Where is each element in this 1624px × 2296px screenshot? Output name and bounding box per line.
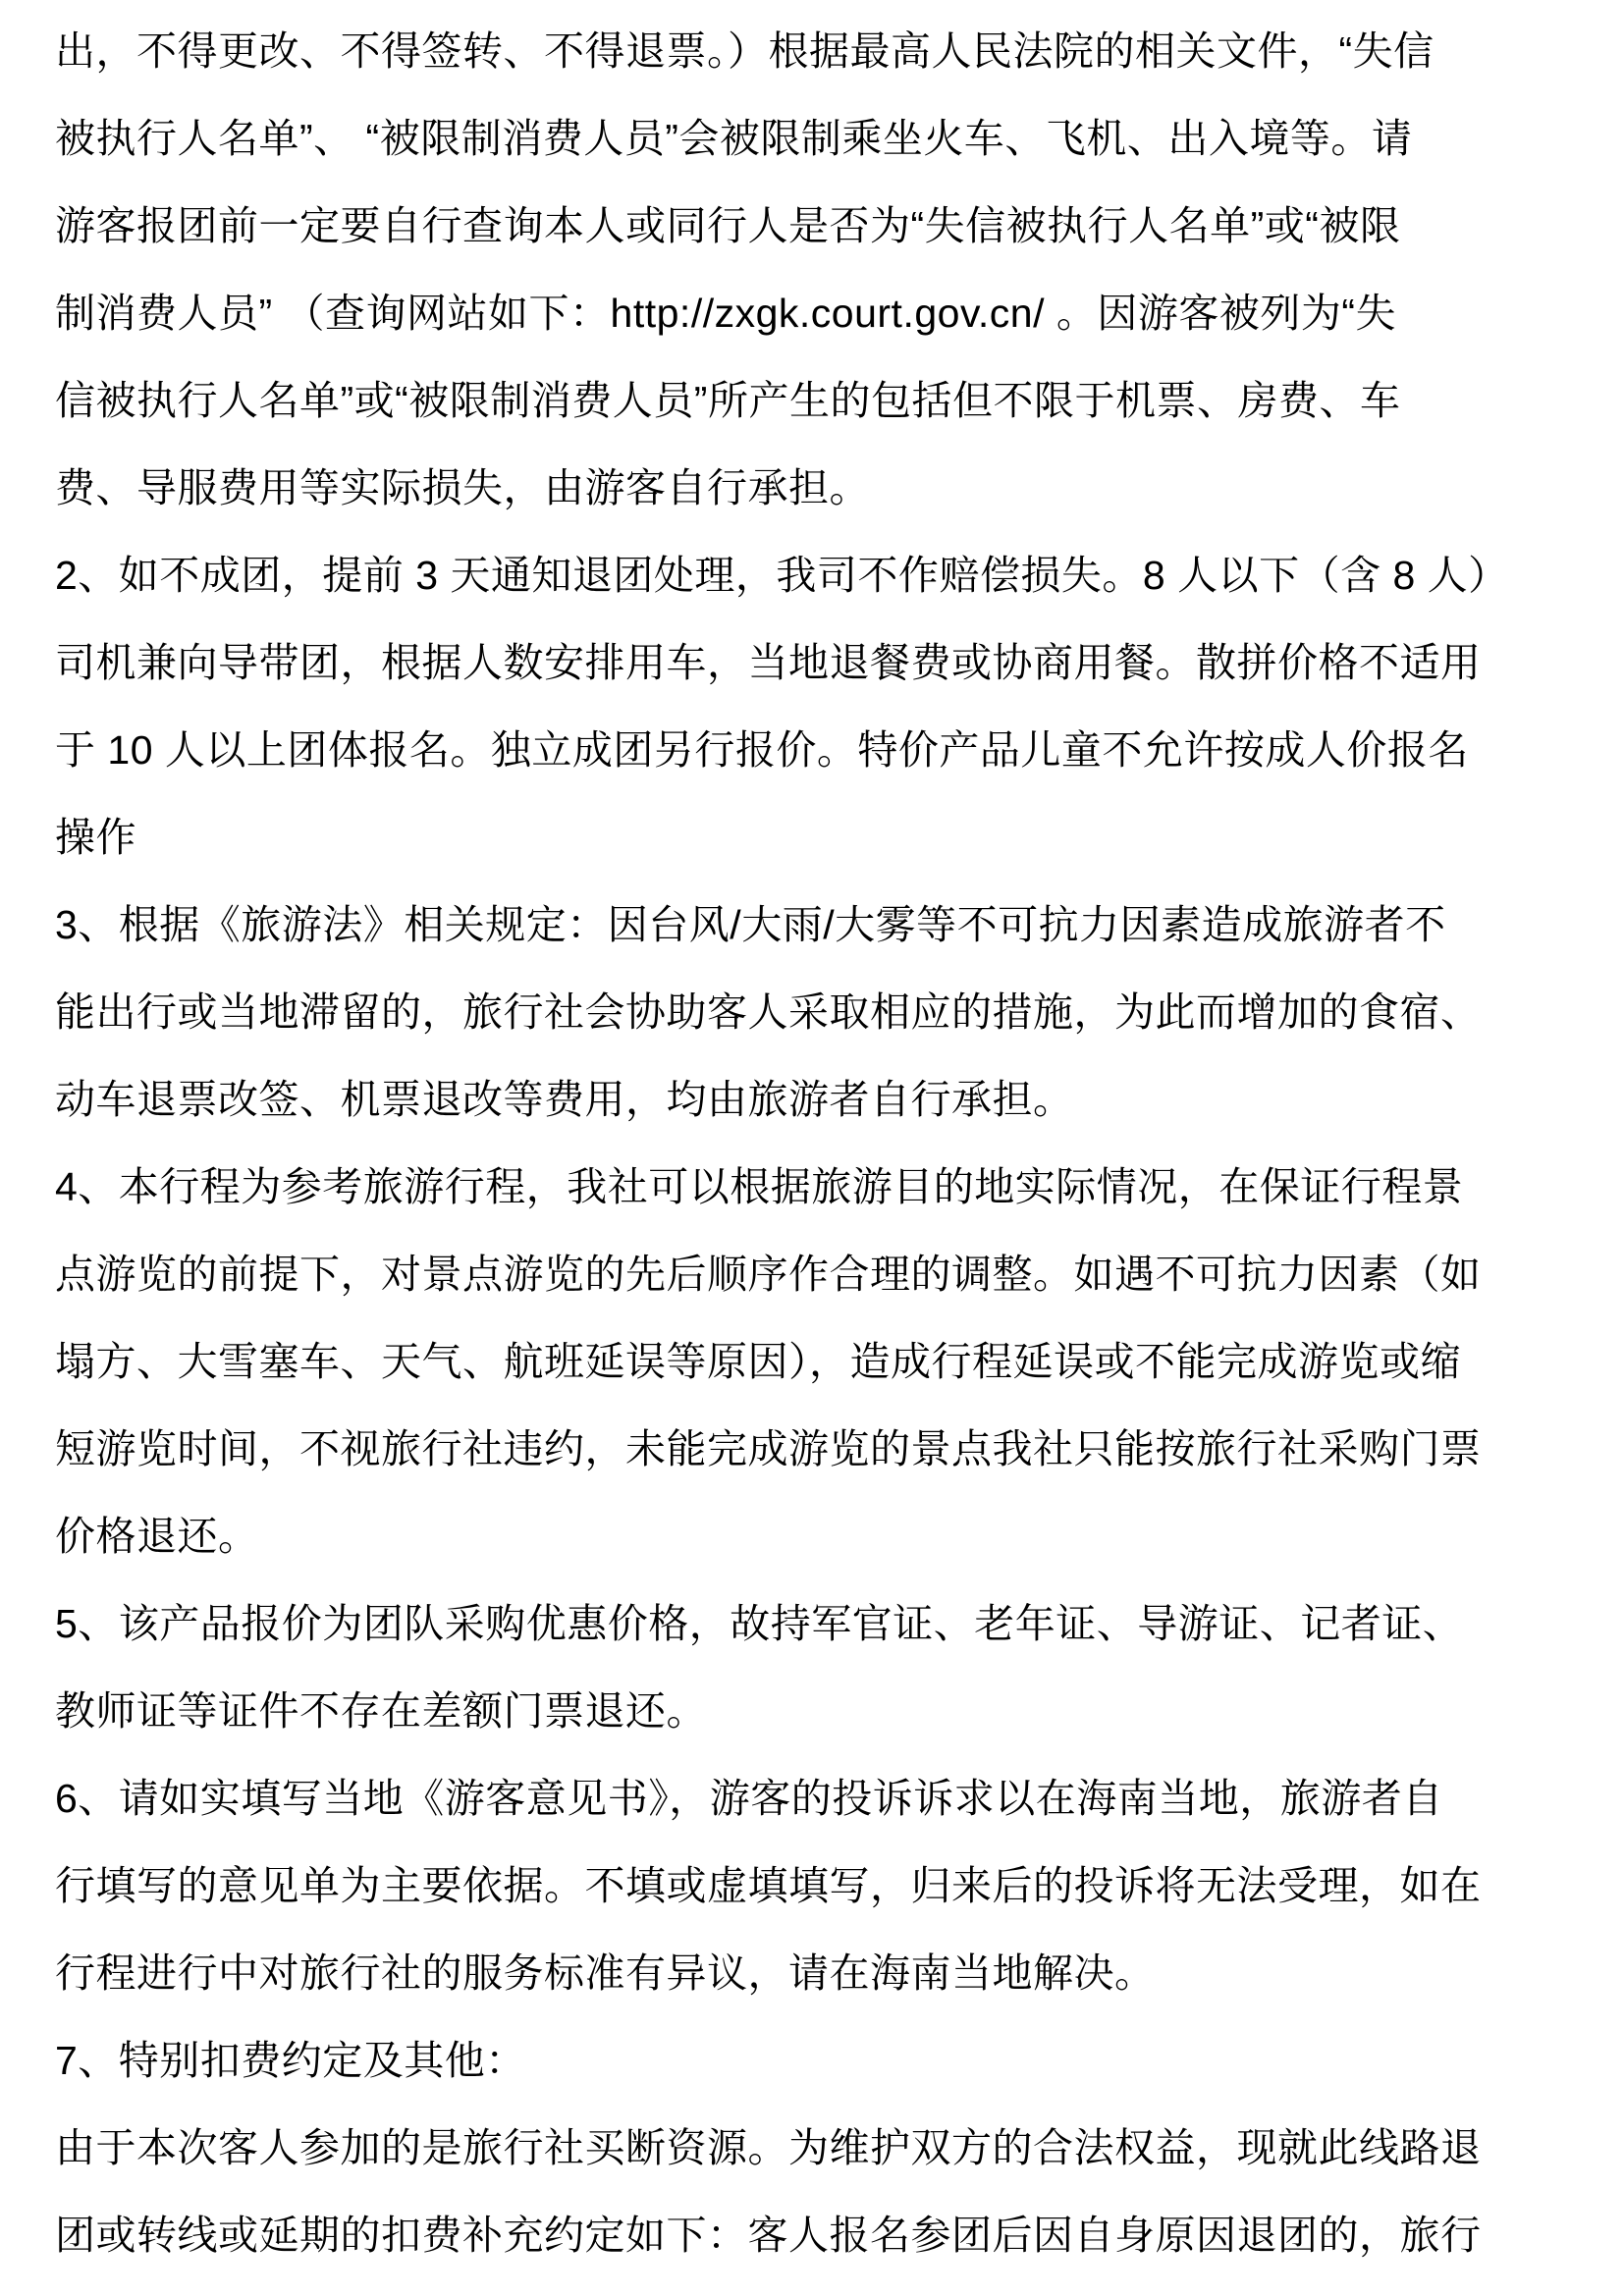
text-line: 信被执行人名单”或“被限制消费人员”所产生的包括但不限于机票、房费、车 bbox=[55, 378, 1401, 423]
text-line: 团或转线或延期的扣费补充约定如下：客人报名参团后因自身原因退团的，旅行 bbox=[55, 2213, 1482, 2258]
text-line: 2、如不成团，提前 3 天通知退团处理，我司不作赔偿损失。8 人以下（含 8 人） bbox=[55, 553, 1509, 598]
text-line: 出，不得更改、不得签转、不得退票。）根据最高人民法院的相关文件，“失信 bbox=[55, 28, 1435, 74]
text-line: 7、特别扣费约定及其他： bbox=[55, 2038, 526, 2083]
text-line: 教师证等证件不存在差额门票退还。 bbox=[55, 1688, 707, 1734]
text-line: 5、该产品报价为团队采购优惠价格，故持军官证、老年证、导游证、记者证、 bbox=[55, 1601, 1464, 1646]
text-line: 动车退票改签、机票退改等费用，均由旅游者自行承担。 bbox=[55, 1077, 1074, 1122]
text-line: 行填写的意见单为主要依据。不填或虚填填写，归来后的投诉将无法受理，如在 bbox=[55, 1863, 1482, 1908]
text-line: 司机兼向导带团，根据人数安排用车，当地退餐费或协商用餐。散拼价格不适用 bbox=[55, 640, 1482, 685]
text-line: 费、导服费用等实际损失，由游客自行承担。 bbox=[55, 465, 870, 510]
text-line: 3、根据《旅游法》相关规定：因台风/大雨/大雾等不可抗力因素造成旅游者不 bbox=[55, 902, 1446, 947]
text-line: 操作 bbox=[55, 815, 136, 860]
text-line: 能出行或当地滞留的，旅行社会协助客人采取相应的措施，为此而增加的食宿、 bbox=[55, 989, 1482, 1035]
text-line: 短游览时间，不视旅行社违约，未能完成游览的景点我社只能按旅行社采购门票 bbox=[55, 1426, 1482, 1471]
text-line: 行程进行中对旅行社的服务标准有异议，请在海南当地解决。 bbox=[55, 1950, 1156, 1996]
text-line: 4、本行程为参考旅游行程，我社可以根据旅游目的地实际情况，在保证行程景 bbox=[55, 1164, 1464, 1209]
text-line: 制消费人员” （查询网站如下：http://zxgk.court.gov.cn/ 。因游客被列为“失 bbox=[55, 291, 1397, 336]
text-line: 游客报团前一定要自行查询本人或同行人是否为“失信被执行人名单”或“被限 bbox=[55, 203, 1401, 248]
text-line: 由于本次客人参加的是旅行社买断资源。为维护双方的合法权益，现就此线路退 bbox=[55, 2125, 1482, 2170]
text-line: 点游览的前提下，对景点游览的先后顺序作合理的调整。如遇不可抗力因素（如 bbox=[55, 1252, 1482, 1297]
text-line: 塌方、大雪塞车、天气、航班延误等原因），造成行程延误或不能完成游览或缩 bbox=[55, 1339, 1461, 1384]
text-line: 被执行人名单”、 “被限制消费人员”会被限制乘坐火车、飞机、出入境等。请 bbox=[55, 116, 1413, 161]
text-line: 于 10 人以上团体报名。独立成团另行报价。特价产品儿童不允许按成人价报名 bbox=[55, 727, 1469, 773]
text-line: 价格退还。 bbox=[55, 1514, 259, 1559]
text-line: 6、请如实填写当地《游客意见书》，游客的投诉诉求以在海南当地，旅游者自 bbox=[55, 1776, 1443, 1821]
